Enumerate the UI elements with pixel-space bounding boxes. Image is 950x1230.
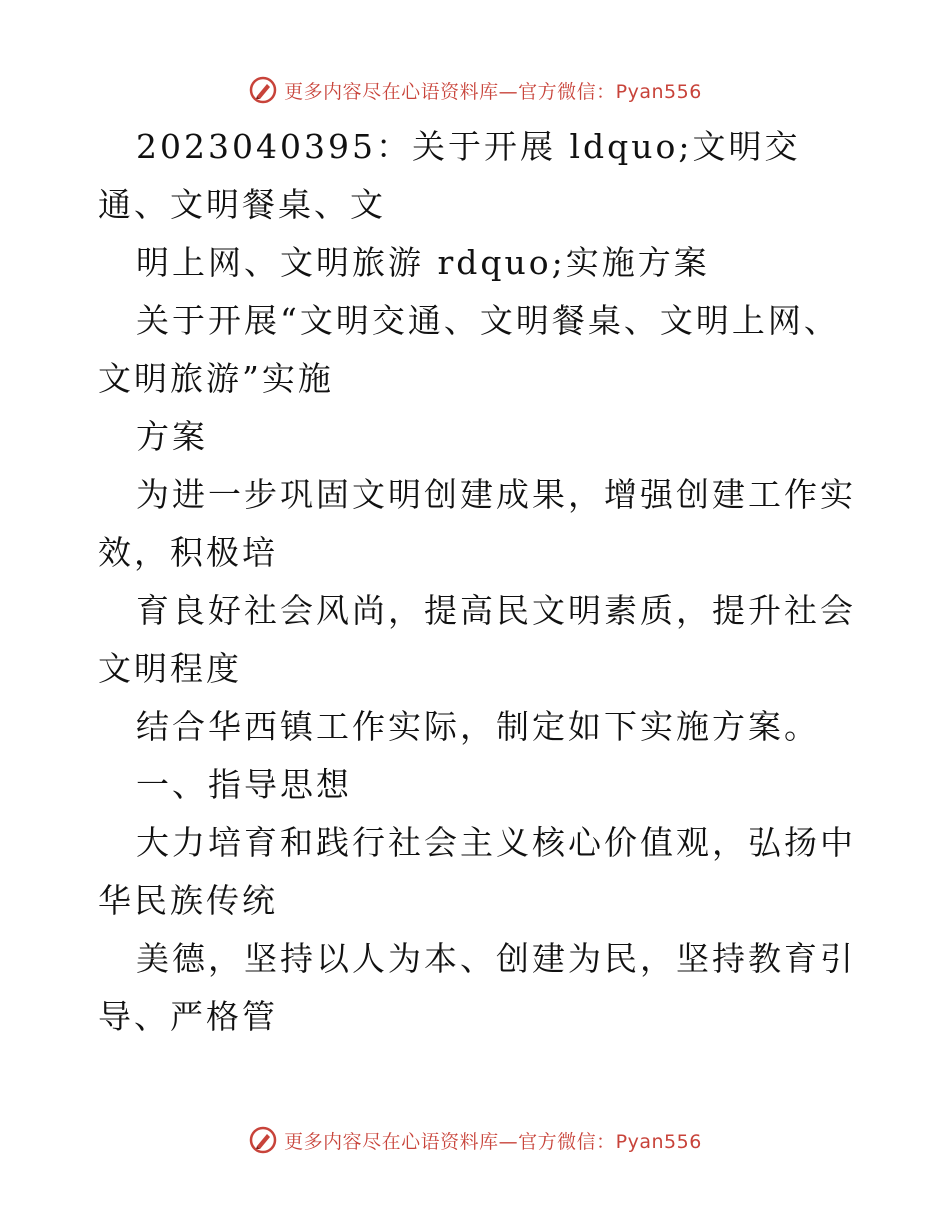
paragraph: 结合华西镇工作实际，制定如下实施方案。 <box>136 707 820 746</box>
watermark-banner-bottom <box>0 1120 950 1160</box>
pen-logo-icon <box>248 75 278 105</box>
watermark-text: 更多内容尽在心语资料库—官方微信：Pyan556 <box>284 1130 702 1153</box>
watermark-banner-top <box>0 70 950 110</box>
pen-logo-icon <box>248 1125 278 1155</box>
paragraph: 方案 <box>136 417 208 456</box>
paragraph: 为进一步巩固文明创建成果，增强创建工作实效，积极培 <box>98 475 856 572</box>
paragraph: 大力培育和践行社会主义核心价值观，弘扬中华民族传统 <box>98 823 856 920</box>
paragraph: 2023040395：关于开展 ldquo;文明交通、文明餐桌、文 <box>98 127 801 224</box>
paragraph: 明上网、文明旅游 rdquo;实施方案 <box>136 243 710 282</box>
section-heading: 一、指导思想 <box>136 765 352 804</box>
paragraph: 关于开展“文明交通、文明餐桌、文明上网、文明旅游”实施 <box>98 301 840 398</box>
paragraph: 育良好社会风尚，提高民文明素质，提升社会文明程度 <box>98 591 856 688</box>
document-body <box>98 118 858 1046</box>
paragraph: 美德，坚持以人为本、创建为民，坚持教育引导、严格管 <box>98 939 856 1036</box>
watermark-text: 更多内容尽在心语资料库—官方微信：Pyan556 <box>284 80 702 103</box>
